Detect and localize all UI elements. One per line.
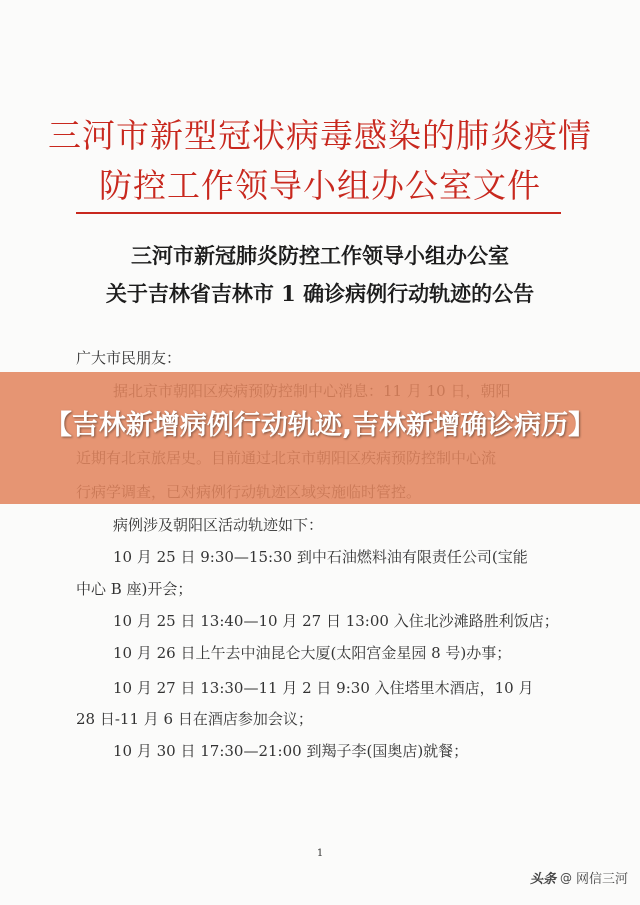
trajectory-item: 10 月 25 日 13:40—10 月 27 日 13:00 入住北沙滩路胜利饭店；: [113, 612, 559, 630]
source-watermark: [530, 868, 628, 887]
trajectory-item: 10 月 25 日 9:30—15:30 到中石油燃料油有限责任公司(宝能: [113, 548, 528, 566]
header-divider: [76, 212, 561, 214]
trajectory-item-continued: 28 日-11 月 6 日在酒店参加会议；: [76, 710, 313, 728]
headline-banner-text: 【吉林新增病例行动轨迹,吉林新增确诊病历】: [44, 410, 596, 441]
account-name: 网信三河: [575, 872, 628, 887]
document-title-line2: 关于吉林省吉林市 1 确诊病例行动轨迹的公告: [105, 281, 535, 306]
at-icon: @: [559, 870, 572, 885]
org-title-line1: 三河市新型冠状病毒感染的肺炎疫情: [48, 116, 592, 155]
platform-name: 头条: [529, 872, 556, 887]
trajectory-item: 10 月 26 日上午去中油昆仑大厦(太阳宫金星园 8 号)办事；: [113, 644, 512, 662]
trajectory-intro: 病例涉及朝阳区活动轨迹如下：: [113, 516, 324, 534]
trajectory-item: 10 月 27 日 13:30—11 月 2 日 9:30 入住塔里木酒店，10 月: [113, 679, 534, 697]
document-title-line1: 三河市新冠肺炎防控工作领导小组办公室: [131, 243, 509, 268]
trajectory-item: 10 月 30 日 17:30—21:00 到羯子李(国奥店)就餐；: [113, 742, 469, 760]
org-title-line2: 防控工作领导小组办公室文件: [99, 166, 541, 205]
salutation: 广大市民朋友：: [76, 349, 182, 367]
trajectory-item-continued: 中心 B 座)开会；: [76, 580, 193, 598]
page-number: 1: [316, 848, 324, 859]
